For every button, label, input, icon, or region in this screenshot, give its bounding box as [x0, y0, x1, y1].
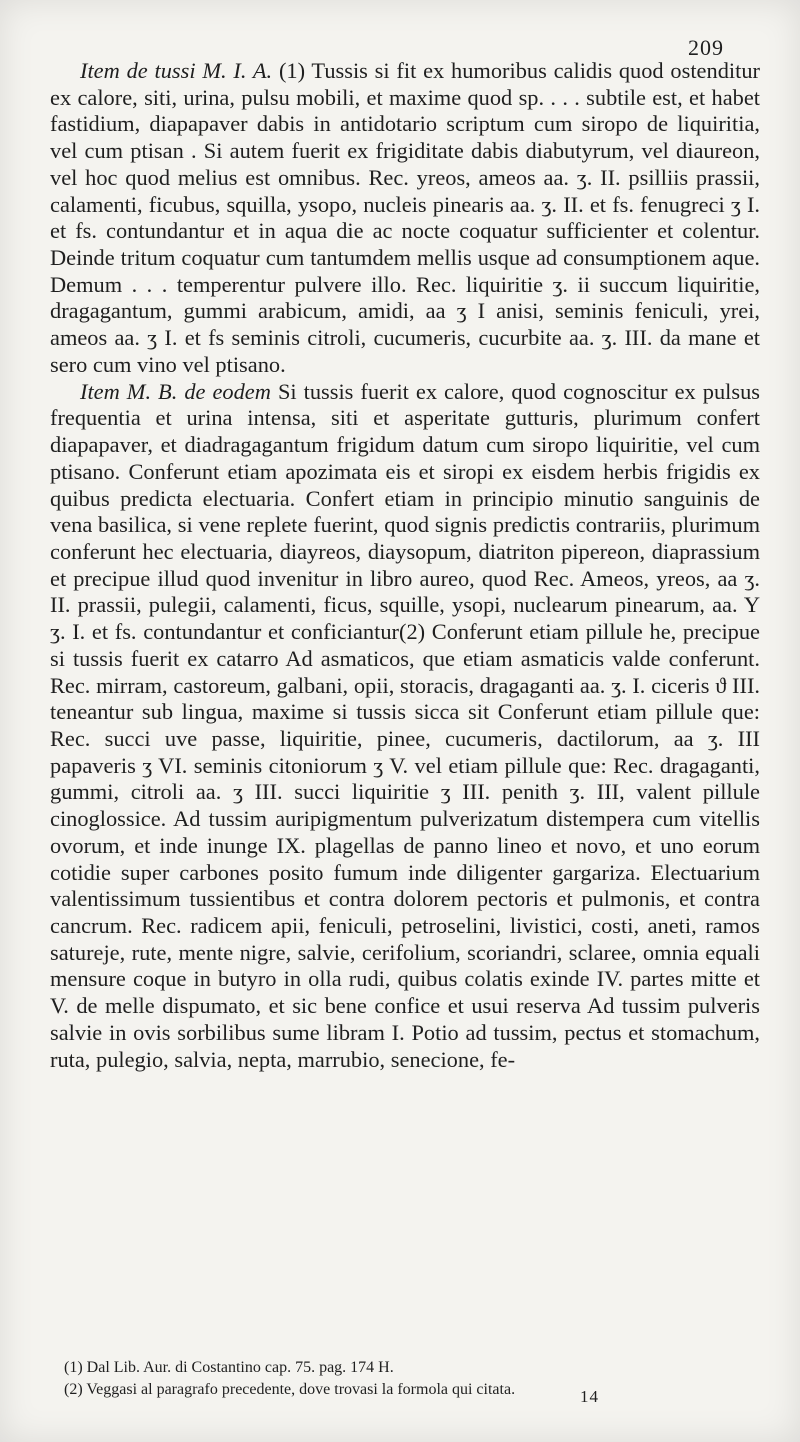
signature-mark: 14	[580, 1387, 599, 1406]
page-number: 209	[688, 35, 724, 60]
section-text-1: (1) Tussis si fit ex humoribus calidis quod ostenditur ex calore, siti, urina, pulsu mobili, et maxime quod sp. . . . subtile est, et habet fastidium, diapapaver dabis in antidotario scriptum cum siropo de liquiritia, vel cum ptisan . Si autem fuerit ex frigiditate dabis diabutyrum, vel diaureon, vel hoc quod melius est omnibus. Rec. yreos, ameos aa. ʒ. II. psilliis prassii, calamenti, ficubus, squilla, ysopo, nucleis pinearis aa. ʒ. II. et fs. fenugreci ʒ I. et fs. contundantur et in aqua die ac nocte coquatur sufficienter et colentur. Deinde tritum coquatur cum tantumdem mellis usque ad consumptionem aque. Demum . . . temperentur pulvere illo. Rec. liquiritie ʒ. ii succum liquiritie, dragagantum, gummi arabicum, amidi, aa ʒ I anisi, seminis feniculi, yrei, ameos aa. ʒ I. et fs seminis citroli, cucumeris, cucurbite aa. ʒ. III. da mane et sero cum vino vel ptisano.	[50, 58, 760, 377]
paragraph-1	[50, 58, 760, 379]
paragraph-2	[50, 379, 760, 1074]
footnote-2: (2) Veggasi al paragrafo precedente, dove trovasi la formola qui citata.	[64, 1381, 516, 1398]
section-heading-1: Item de tussi M. I. A.	[80, 58, 273, 83]
body-text	[50, 58, 760, 1073]
footnotes	[64, 1357, 754, 1401]
section-heading-2: Item M. B. de eodem	[80, 378, 271, 404]
section-text-2: Si tussis fuerit ex calore, quod cognoscitur ex pulsus frequentia et urina intensa, siti et asperitate gutturis, plurimum confert diapapaver, et diadragagantum frigidum datum cum siropo liquiritie, vel cum ptisano. Conferunt etiam apozimata eis et siropi ex eisdem herbis frigidis ex quibus predicta electuaria. Confert etiam in principio minutio sanguinis de vena basilica, si vene replete fuerint, quod signis predictis contrariis, plurimum conferunt hec electuaria, diayreos, diaysopum, diatriton pipereon, diaprassium et precipue illud quod invenitur in libro aureo, quod Rec. Ameos, yreos, aa ʒ. II. prassii, pulegii, calamenti, ficus, squille, ysopi, nuclearum pinearum, aa. Y ʒ. I. et fs. contundantur et conficiantur(2) Conferunt etiam pillule he, precipue si tussis fuerit ex catarro Ad asmaticos, que etiam asmaticis valde conferunt. Rec. mirram, castoreum, galbani, opii, storacis, dragaganti aa. ʒ. I. ciceris ϑ III. teneantur sub lingua, maxime si tussis sicca sit Conferunt etiam pillule que: Rec. succi uve passe, liquiritie, pinee, cucumeris, dactilorum, aa ʒ. III papaveris ʒ VI. seminis citoniorum ʒ V. vel etiam pillule que: Rec. dragaganti, gummi, citroli aa. ʒ III. succi liquiritie ʒ III. penith ʒ. III, valent pillule cinoglossice. Ad tussim auripigmentum pulverizatum distempera cum vitellis ovorum, et inde inunge IX. plagellas de panno lineo et novo, et uno eorum cotidie super carbones posito fumum inde diligenter gargariza. Electuarium valentissimum tussientibus et contra dolorem pectoris et pulmonis, et contra cancrum. Rec. radicem apii, feniculi, petroselini, livistici, costi, aneti, ramos satureje, rute, mente nigre, salvie, cerifolium, scoriandri, sclaree, omnia equali mensure coque in butyro in olla rudi, quibus colatis exinde IV. partes mitte et V. de melle dispumato, et sic bene confice et usui reserva Ad tussim pulveris salvie in ovis sorbilibus sume libram I. Potio ad tussim, pectus et stomachum, ruta, pulegio, salvia, nepta, marrubio, senecione, fe-	[50, 378, 760, 1072]
footnote-1: (1) Dal Lib. Aur. di Costantino cap. 75. pag. 174 H.	[64, 1359, 394, 1376]
